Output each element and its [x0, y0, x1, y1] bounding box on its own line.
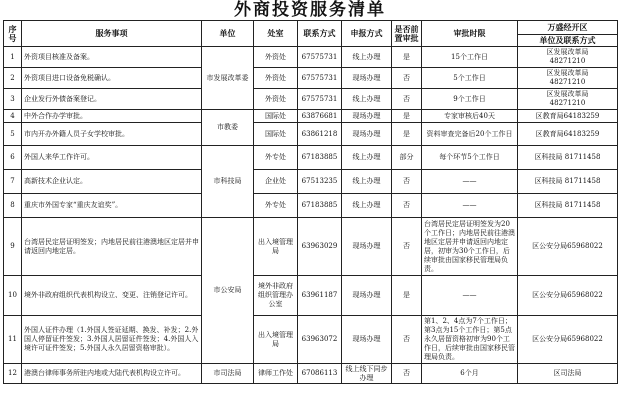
row-index: 7: [4, 170, 22, 194]
row-time-limit: 15个工作日: [422, 47, 518, 68]
row-pre-approval: 是: [392, 110, 422, 123]
row-phone: 63861218: [298, 123, 342, 146]
table-row: [4, 194, 618, 218]
row-phone: 67183885: [298, 194, 342, 218]
row-office: 外资处: [254, 47, 298, 68]
row-office: 国际处: [254, 110, 298, 123]
row-service: 市内开办外籍人员子女学校审批。: [22, 123, 202, 146]
row-method: 线上办理: [342, 89, 392, 110]
row-district: 区公安分局65968022: [518, 276, 618, 316]
row-method: 线上办理: [342, 47, 392, 68]
row-pre-approval: 是: [392, 276, 422, 316]
row-phone: 67513235: [298, 170, 342, 194]
unit-cell: 市科技局: [202, 146, 254, 218]
row-office: 外专处: [254, 194, 298, 218]
row-pre-approval: 否: [392, 170, 422, 194]
row-district: 区教育局64183259: [518, 110, 618, 123]
row-method: 线上办理: [342, 170, 392, 194]
table-row: [4, 47, 618, 68]
row-method: 现场办理: [342, 276, 392, 316]
header-time-limit: 审批时限: [422, 21, 518, 47]
unit-cell: 市公安局: [202, 218, 254, 364]
table-row: [4, 68, 618, 89]
row-time-limit: 资料审查完备后20个工作日: [422, 123, 518, 146]
row-method: 现场办理: [342, 316, 392, 364]
row-phone: 63963072: [298, 316, 342, 364]
row-pre-approval: 是: [392, 123, 422, 146]
row-service: 境外非政府组织代表机构设立、变更、注销登记许可。: [22, 276, 202, 316]
row-phone: 63961187: [298, 276, 342, 316]
row-time-limit: 6个月: [422, 364, 518, 384]
row-index: 8: [4, 194, 22, 218]
row-time-limit: 9个工作日: [422, 89, 518, 110]
row-method: 现场办理: [342, 110, 392, 123]
row-office: 企业处: [254, 170, 298, 194]
row-time-limit: 第1、2、4点为7个工作日；第3点为15个工作日；第5点永久居留资格初审为90个工作日，后续审批由国家移民管理局负责。: [422, 316, 518, 364]
row-time-limit: ——: [422, 276, 518, 316]
row-service: 外国人来华工作许可。: [22, 146, 202, 170]
row-office: 律师工作处: [254, 364, 298, 384]
row-index: 10: [4, 276, 22, 316]
row-pre-approval: 部分: [392, 146, 422, 170]
district-unit: 区发展改革局: [546, 90, 589, 98]
table-row: [4, 316, 618, 364]
row-phone: 67575731: [298, 89, 342, 110]
row-phone: 67086113: [298, 364, 342, 384]
table-row: [4, 146, 618, 170]
row-time-limit: 5个工作日: [422, 68, 518, 89]
table-row: [4, 218, 618, 276]
row-phone: 67575731: [298, 47, 342, 68]
row-service: 企业发行外债备案登记。: [22, 89, 202, 110]
row-pre-approval: 否: [392, 89, 422, 110]
row-service: 外国人证件办理（1.外国人签证延期、换发、补发；2.外国人停留证件签发；3.外国人居留证件签发；4.外国人入境许可证件签发；5.外国人永久居留资格审批）。: [22, 316, 202, 364]
row-district: 区司法局: [518, 364, 618, 384]
header-district-sub: 单位及联系方式: [518, 35, 618, 47]
row-office: 出入境管理局: [254, 218, 298, 276]
row-district: 区科技局 81711458: [518, 194, 618, 218]
page-title: 外商投资服务清单: [234, 0, 386, 20]
row-time-limit: ——: [422, 194, 518, 218]
row-phone: 67575731: [298, 68, 342, 89]
row-office: 出入境管理局: [254, 316, 298, 364]
row-service: 外资项目进口设备免税确认。: [22, 68, 202, 89]
row-method: 现场办理: [342, 68, 392, 89]
row-district: [518, 89, 618, 110]
row-district: 区公安分局65968022: [518, 316, 618, 364]
row-time-limit: 台湾居民定居证明签发为20个工作日；内地居民前往港澳地区定居并申请返回内地定居，初审为30个工作日，后续审批由国家移民管理局负责。: [422, 218, 518, 276]
header-phone: 联系方式: [298, 21, 342, 47]
row-method: 线上线下同步办理: [342, 364, 392, 384]
unit-cell: 市发展改革委: [202, 47, 254, 110]
header-district: 万盛经开区: [518, 21, 618, 35]
row-service: 台湾居民定居证明签发；内地居民前往港澳地区定居并申请返回内地定居。: [22, 218, 202, 276]
row-phone: 67183885: [298, 146, 342, 170]
unit-cell: 市教委: [202, 110, 254, 146]
header-office: 处室: [254, 21, 298, 47]
table-row: [4, 276, 618, 316]
row-index: 2: [4, 68, 22, 89]
row-service: 重庆市外国专家“重庆友谊奖”。: [22, 194, 202, 218]
unit-cell: 市司法局: [202, 364, 254, 384]
row-district: 区公安分局65968022: [518, 218, 618, 276]
table-row: [4, 170, 618, 194]
row-time-limit: ——: [422, 170, 518, 194]
header-unit: 单位: [202, 21, 254, 47]
row-time-limit: 专家审核后40天: [422, 110, 518, 123]
row-method: 现场办理: [342, 123, 392, 146]
row-method: 现场办理: [342, 218, 392, 276]
row-index: 9: [4, 218, 22, 276]
district-phone: 48271210: [549, 78, 586, 86]
row-index: 1: [4, 47, 22, 68]
table-row: [4, 89, 618, 110]
row-service: 高新技术企业认定。: [22, 170, 202, 194]
row-pre-approval: 否: [392, 218, 422, 276]
row-district: 区教育局64183259: [518, 123, 618, 146]
row-office: 外资处: [254, 89, 298, 110]
district-phone: 48271210: [549, 99, 586, 107]
row-phone: 63963029: [298, 218, 342, 276]
service-table: [3, 20, 618, 384]
row-time-limit: 每个环节5个工作日: [422, 146, 518, 170]
row-district: 区科技局 81711458: [518, 170, 618, 194]
row-method: 线上办理: [342, 146, 392, 170]
row-district: 区科技局 81711458: [518, 146, 618, 170]
row-district: [518, 68, 618, 89]
table-row: [4, 364, 618, 384]
row-index: 5: [4, 123, 22, 146]
row-index: 6: [4, 146, 22, 170]
row-index: 4: [4, 110, 22, 123]
row-index: 12: [4, 364, 22, 384]
district-unit: 区发展改革局: [546, 69, 589, 77]
row-pre-approval: 否: [392, 364, 422, 384]
header-method: 申报方式: [342, 21, 392, 47]
row-office: 国际处: [254, 123, 298, 146]
row-method: 线上办理: [342, 194, 392, 218]
row-service: 外资项目核准及备案。: [22, 47, 202, 68]
row-pre-approval: 是: [392, 47, 422, 68]
row-service: 港澳台律师事务所驻内地或大陆代表机构设立许可。: [22, 364, 202, 384]
row-office: 外专处: [254, 146, 298, 170]
row-phone: 63876681: [298, 110, 342, 123]
row-service: 中外合作办学审批。: [22, 110, 202, 123]
district-unit: 区发展改革局: [546, 48, 589, 56]
table-row: [4, 110, 618, 123]
row-index: 11: [4, 316, 22, 364]
header-service: 服务事项: [22, 21, 202, 47]
header-pre-approval: 是否前置审批: [392, 21, 422, 47]
row-office: 外资处: [254, 68, 298, 89]
row-pre-approval: 否: [392, 194, 422, 218]
row-pre-approval: 否: [392, 68, 422, 89]
header-index: 序号: [4, 21, 22, 47]
row-index: 3: [4, 89, 22, 110]
row-district: [518, 47, 618, 68]
row-pre-approval: 否: [392, 316, 422, 364]
district-phone: 48271210: [549, 57, 586, 65]
table-row: [4, 123, 618, 146]
row-office: 境外非政府组织管理办公室: [254, 276, 298, 316]
